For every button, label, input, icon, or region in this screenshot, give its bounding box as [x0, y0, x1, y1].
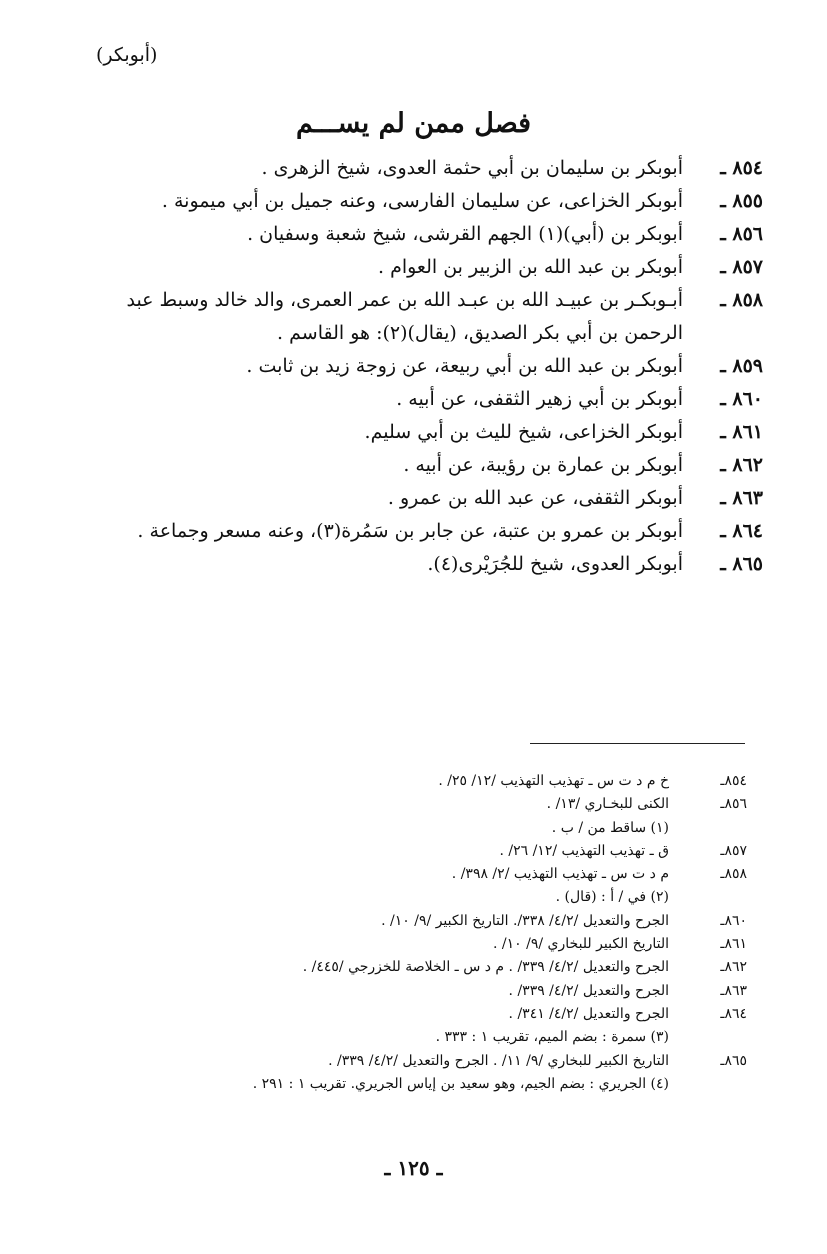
entry-text-continued: الرحمن بن أبي بكر الصديق، (يقال)(٢): هو القاسم . — [277, 322, 683, 344]
entry — [73, 152, 763, 185]
entry — [73, 482, 763, 515]
entry-text: أبوبكر بن عمارة بن رؤيبة، عن أبيه . — [403, 454, 683, 476]
footnote-text: خ م د ت س ـ تهذيب التهذيب /١٢/ ٢٥/ . — [438, 773, 669, 789]
footnote — [147, 980, 747, 1003]
footnote-text: ق ـ تهذيب التهذيب /١٢/ ٢٦/ . — [499, 842, 669, 859]
footnote-text: الكنى للبخـاري /١٣/ . — [546, 796, 669, 813]
footnote-text: (٢) في / أ : (قال) . — [555, 889, 669, 906]
footnote — [147, 863, 747, 886]
section-title: فصل ممن لم يســـم — [295, 108, 532, 139]
entry-list — [73, 152, 763, 581]
entry-number: ٨٦٠ ـ — [720, 388, 763, 410]
running-head: (أبوبكر) — [96, 44, 158, 66]
footnote-text: م د ت س ـ تهذيب التهذيب /٢/ ٣٩٨/ . — [451, 866, 669, 883]
entry-text: أبوبكر بن (أبي)(١) الجهم القرشى، شيخ شعبة وسفيان . — [247, 223, 683, 245]
entry — [73, 449, 763, 482]
entry-number: ٨٦٤ ـ — [720, 520, 763, 542]
entry-number: ٨٥٩ ـ — [720, 355, 763, 377]
entry-text: أبوبكر بن أبي زهير الثقفى، عن أبيه . — [396, 388, 683, 410]
entry — [73, 185, 763, 218]
entry-text-block — [33, 284, 683, 350]
footnote-list — [147, 770, 747, 1096]
entry-text: أبوبكر بن عبد الله بن أبي ربيعة، عن زوجة زيد بن ثابت . — [246, 355, 683, 377]
footnote — [147, 933, 747, 956]
entry-text: أبوبكر الخزاعى، عن سليمان الفارسى، وعنه جميل بن أبي ميمونة . — [161, 190, 683, 212]
footnote-text: الجرح والتعديل /٤/٢/ ٣٣٩/ . م د س ـ الخلاصة للخزرجي /٤٤٥/ . — [302, 959, 669, 976]
footnote — [147, 1050, 747, 1073]
entry-number: ٨٦٣ ـ — [720, 487, 763, 509]
entry — [73, 383, 763, 416]
entry-text: أبوبكر الخزاعى، شيخ لليث بن أبي سليم. — [364, 421, 683, 443]
footnote — [147, 770, 747, 793]
entry-text: أبوبكر بن عبد الله بن الزبير بن العوام . — [378, 256, 683, 278]
page-number: ـ ١٢٥ ـ — [384, 1156, 443, 1180]
entry-number: ٨٦٥ ـ — [720, 553, 763, 575]
entry-number: ٨٦١ ـ — [720, 421, 763, 443]
footnote-number: ٨٦٣ـ — [720, 982, 747, 999]
footnote-text: الجرح والتعديل /٤/٢/ ٣٣٨/. التاريخ الكبير /٩/ ١٠/ . — [381, 912, 669, 929]
entry — [73, 515, 763, 548]
footnote-text: الجرح والتعديل /٤/٢/ ٣٣٩/ . — [508, 982, 669, 999]
footnote — [147, 1073, 747, 1096]
entry-number: ٨٥٦ ـ — [720, 223, 763, 245]
footnote-text: التاريخ الكبير للبخاري /٩/ ١١/ . الجرح والتعديل /٤/٢/ ٣٣٩/ . — [328, 1052, 669, 1069]
footnote — [147, 793, 747, 816]
footnote — [147, 1003, 747, 1026]
entry-number: ٨٥٨ ـ — [720, 289, 763, 311]
footnote-number: ٨٥٦ـ — [720, 796, 747, 813]
entry — [73, 350, 763, 383]
footnote-number: ٨٦٢ـ — [720, 959, 747, 976]
footnote-text: (٣) سمرة : بضم الميم، تقريب ١ : ٣٣٣ . — [435, 1029, 669, 1046]
footnote — [147, 1026, 747, 1049]
entry-text: أبوبكر بن سليمان بن أبي حثمة العدوى، شيخ الزهرى . — [261, 157, 683, 179]
footnote-number: ٨٦٠ـ — [720, 912, 747, 929]
footnote-text: (٤) الجريري : بضم الجيم، وهو سعيد بن إياس الجريري. تقريب ١ : ٢٩١ . — [252, 1075, 669, 1092]
footnote-text: التاريخ الكبير للبخاري /٩/ ١٠/ . — [493, 936, 669, 953]
footnote — [147, 886, 747, 909]
footnote-number: ٨٥٤ـ — [720, 773, 747, 789]
entry-number: ٨٥٥ ـ — [720, 190, 763, 212]
footnote-number: ٨٦٥ـ — [720, 1052, 747, 1069]
entry-number: ٨٥٧ ـ — [720, 256, 763, 278]
entry-number: ٨٦٢ ـ — [720, 454, 763, 476]
footnote-number: ٨٦١ـ — [720, 936, 747, 953]
entry — [73, 416, 763, 449]
entry — [73, 284, 763, 350]
footnote — [147, 956, 747, 979]
footnote-number: ٨٥٨ـ — [720, 866, 747, 883]
footnote-separator — [530, 743, 745, 744]
footnote — [147, 910, 747, 933]
footnote — [147, 840, 747, 863]
entry-text: أبوبكر العدوى، شيخ للجُرَيْرى(٤). — [427, 553, 683, 575]
footnote — [147, 817, 747, 840]
entry-text: أبـوبكـر بن عبيـد الله بن عبـد الله بن عمر العمرى، والد خالد وسبط عبد — [126, 289, 683, 311]
entry-number: ٨٥٤ ـ — [720, 157, 763, 179]
footnote-text: الجرح والتعديل /٤/٢/ ٣٤١/ . — [508, 1005, 669, 1022]
footnote-number: ٨٦٤ـ — [720, 1005, 747, 1022]
entry — [73, 218, 763, 251]
entry — [73, 251, 763, 284]
footnote-text: (١) ساقط من / ب . — [551, 819, 669, 836]
entry-text: أبوبكر الثقفى، عن عبد الله بن عمرو . — [387, 487, 683, 509]
footnote-number: ٨٥٧ـ — [720, 842, 747, 859]
entry — [73, 548, 763, 581]
entry-text: أبوبكر بن عمرو بن عتبة، عن جابر بن سَمُرة(٣)، وعنه مسعر وجماعة . — [137, 520, 683, 542]
